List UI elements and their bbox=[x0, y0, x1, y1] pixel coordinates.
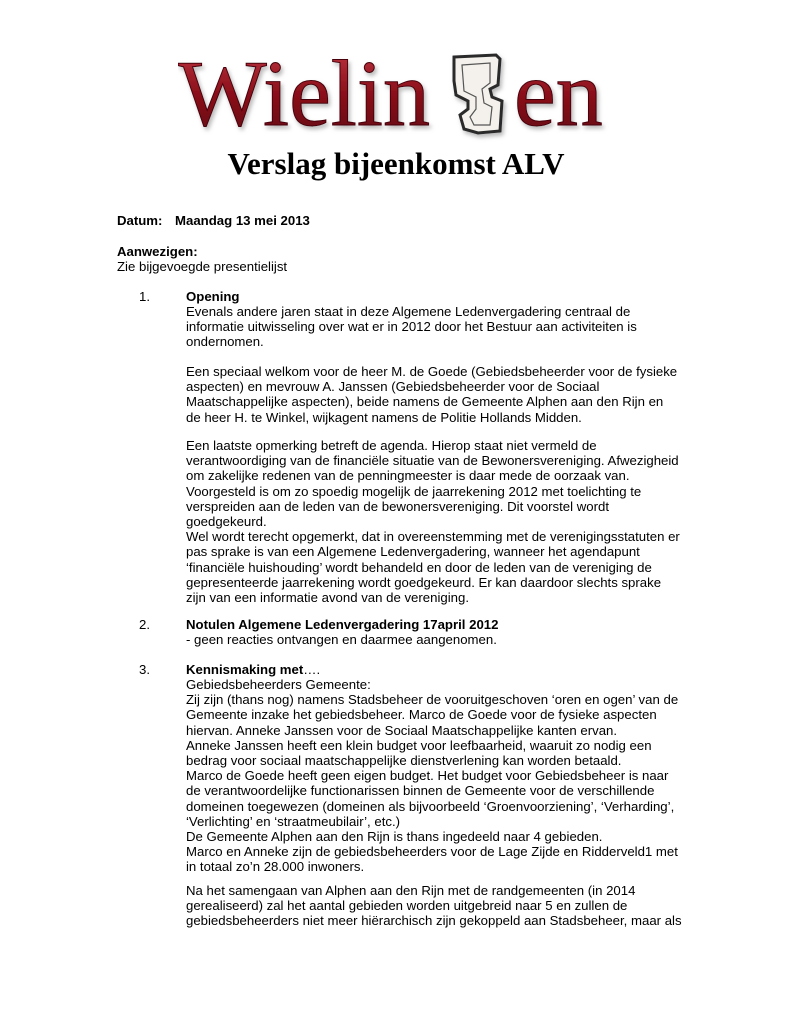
item-heading-container bbox=[186, 662, 320, 677]
text-line: hiervan. Anneke Janssen voor de Sociaal Maatschappelijke kanten ervan. bbox=[186, 722, 618, 738]
item-3-paragraph-1 bbox=[186, 677, 686, 875]
text-line: Anneke Janssen heeft een klein budget voor leefbaarheid, waaruit zo nodig een bbox=[186, 737, 652, 753]
text-line: ‘financiële huishouding’ wordt behandeld en door de leden van de vereniging de bbox=[186, 559, 652, 575]
svg-text:Wielin: Wielin bbox=[178, 45, 431, 145]
item-number: 1. bbox=[139, 289, 150, 304]
text-line: verspreiden aan de leden van de bewonersvereniging. Dit voorstel wordt bbox=[186, 498, 609, 514]
text-line: goedgekeurd. bbox=[186, 514, 267, 530]
text-line: gebiedsbeheerders niet meer hiërarchisch zijn gekoppeld aan Stadsbeheer, maar als bbox=[186, 913, 682, 929]
text-line: Na het samengaan van Alphen aan den Rijn met de randgemeenten (in 2014 bbox=[186, 883, 636, 898]
item-1-paragraph-1 bbox=[186, 304, 686, 350]
text-line: domeinen toegewezen (domeinen als bijvoorbeeld ‘Groenvoorziening’, ‘Verharding’, bbox=[186, 798, 675, 814]
text-line: Wel wordt terecht opgemerkt, dat in overeenstemming met de verenigingsstatuten er bbox=[186, 529, 680, 545]
svg-text:en: en bbox=[514, 45, 603, 145]
text-line: de verantwoordelijke functionarissen binnen de Gemeente voor de verschillende bbox=[186, 783, 655, 799]
text-line: De Gemeente Alphen aan den Rijn is thans ingedeeld naar 4 gebieden. bbox=[186, 829, 603, 845]
text-line: Evenals andere jaren staat in deze Algemene Ledenvergadering centraal de bbox=[186, 304, 631, 319]
item-3-paragraph-2 bbox=[186, 883, 686, 929]
text-line: de heer H. te Winkel, wijkagent namens de Politie Hollands Midden. bbox=[186, 409, 582, 425]
item-heading: Notulen Algemene Ledenvergadering 17april 2012 bbox=[186, 617, 499, 632]
text-line: gerealiseerd) zal het aantal gebieden worden uitgebreid naar 5 en zullen de bbox=[186, 898, 628, 914]
text-line: Een laatste opmerking betreft de agenda. Hierop staat niet vermeld de bbox=[186, 438, 597, 453]
aanwezigen-label: Aanwezigen: bbox=[117, 244, 198, 259]
item-number: 2. bbox=[139, 617, 150, 632]
text-line: aspecten) en mevrouw A. Janssen (Gebiedsbeheerder voor de Sociaal bbox=[186, 379, 600, 395]
item-heading: Opening bbox=[186, 289, 240, 304]
text-line: - geen reacties ontvangen en daarmee aangenomen. bbox=[186, 632, 497, 647]
datum-value: Maandag 13 mei 2013 bbox=[175, 213, 310, 228]
text-line: ‘Verlichting’ en ‘straatmeubilair’, etc.) bbox=[186, 813, 401, 829]
text-line: gepresenteerde jaarrekening wordt goedgekeurd. Er kan daardoor slechts sprake bbox=[186, 574, 662, 590]
page-title: Verslag bijeenkomst ALV bbox=[227, 146, 565, 181]
text-line: Een speciaal welkom voor de heer M. de Goede (Gebiedsbeheerder voor de fysieke bbox=[186, 364, 678, 379]
text-line: zijn van een informatie avond van de vereniging. bbox=[186, 590, 469, 606]
logo-artwork bbox=[178, 45, 614, 145]
text-line: Marco en Anneke zijn de gebiedsbeheerders voor de Lage Zijde en Ridderveld1 met bbox=[186, 844, 678, 860]
text-line: bedrag voor sociaal maatschappelijke dienstverlening kan worden betaald. bbox=[186, 753, 622, 769]
text-line: in totaal zo’n 28.000 inwoners. bbox=[186, 859, 365, 875]
text-line: verantwoordiging van de financiële situatie van de Bewonersvereniging. Afwezigheid bbox=[186, 453, 679, 469]
text-line: Marco de Goede heeft geen eigen budget. Het budget voor Gebiedsbeheer is naar bbox=[186, 768, 669, 784]
text-line: Maatschappelijke aspecten), beide namens de Gemeente Alphen aan den Rijn en bbox=[186, 394, 664, 410]
text-line: Zij zijn (thans nog) namens Stadsbeheer de vooruitgeschoven ‘oren en ogen’ van de bbox=[186, 692, 679, 708]
item-heading: Kennismaking met bbox=[186, 662, 304, 677]
text-line: pas sprake is van een Algemene Ledenvergadering, wanneer het agendapunt bbox=[186, 544, 640, 560]
datum-label: Datum: bbox=[117, 213, 163, 228]
item-heading-suffix: …. bbox=[303, 662, 321, 677]
aanwezigen-value: Zie bijgevoegde presentielijst bbox=[117, 259, 288, 274]
text-line: om zakelijke redenen van de penningmeester is daar mede de oorzaak van. bbox=[186, 468, 630, 484]
item-number: 3. bbox=[139, 662, 150, 677]
text-line: Gemeente inzake het gebiedsbeheer. Marco de Goede voor de fysieke aspecten bbox=[186, 707, 657, 723]
text-line: ondernomen. bbox=[186, 334, 264, 350]
wielingen-logo bbox=[178, 45, 614, 145]
text-line: Voorgesteld is om zo spoedig mogelijk de jaarrekening 2012 met toelichting te bbox=[186, 483, 642, 499]
item-2-paragraph-1 bbox=[186, 632, 686, 647]
item-1-paragraph-2 bbox=[186, 364, 686, 425]
text-line: informatie uitwisseling over wat er in 2012 door het Bestuur aan activiteiten is bbox=[186, 319, 637, 335]
text-line: Gebiedsbeheerders Gemeente: bbox=[186, 677, 371, 692]
item-1-paragraph-3 bbox=[186, 438, 686, 605]
